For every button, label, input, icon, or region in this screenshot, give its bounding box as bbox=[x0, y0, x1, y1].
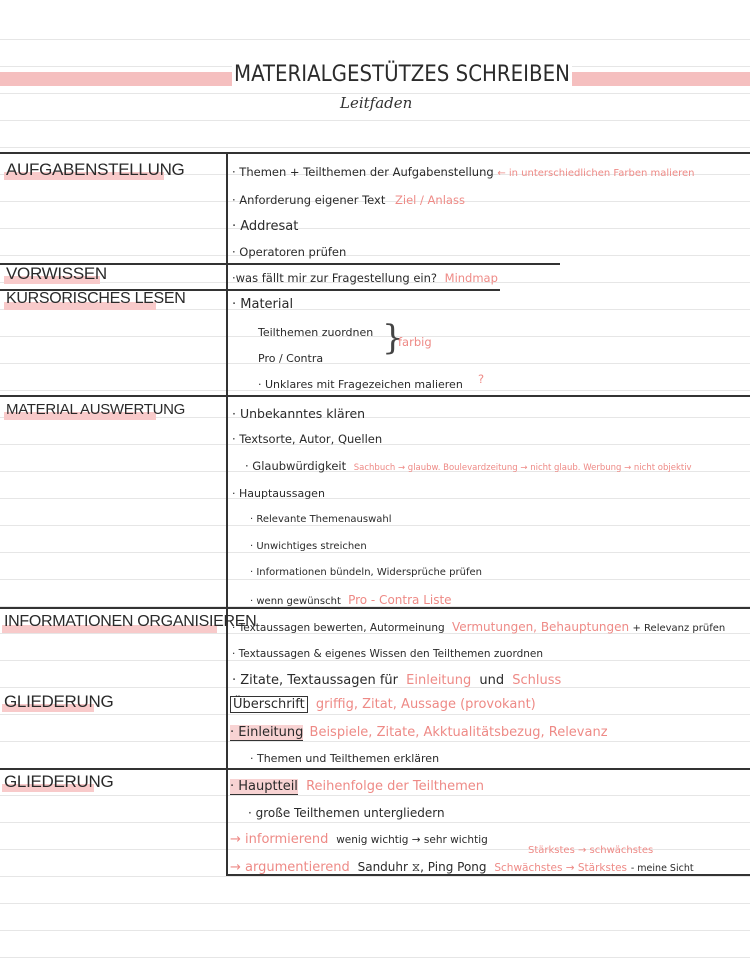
item-text: · Zitate, Textaussagen für bbox=[232, 673, 398, 688]
list-item bbox=[250, 593, 452, 607]
rule-gliederung bbox=[0, 768, 750, 770]
list-item: · Unbekanntes klären bbox=[232, 406, 366, 421]
item-note: Beispiele, Zitate, Akktualitätsbezug, Relevanz bbox=[309, 725, 608, 740]
item-text: - meine Sicht bbox=[630, 863, 694, 874]
rule-material bbox=[0, 395, 750, 397]
list-item bbox=[232, 620, 725, 634]
item-note: griffig, Zitat, Aussage (provokant) bbox=[315, 697, 536, 712]
list-item bbox=[230, 832, 488, 847]
item-note: farbig bbox=[398, 335, 432, 349]
list-item: · Hauptaussagen bbox=[232, 487, 325, 500]
item-note: → informierend bbox=[230, 832, 329, 847]
heading-informationen-organisieren: INFORMATIONEN ORGANISIEREN bbox=[4, 613, 257, 630]
list-item bbox=[232, 673, 561, 688]
item-note: ← in unterschiedlichen Farben malieren bbox=[497, 168, 695, 179]
item-note: Einleitung bbox=[406, 673, 472, 688]
rule-info bbox=[0, 607, 750, 609]
item-note: Reihenfolge der Teilthemen bbox=[306, 779, 485, 794]
rule-top bbox=[0, 152, 750, 154]
list-item: · Themen und Teilthemen erklären bbox=[250, 752, 440, 765]
heading-gliederung-1: GLIEDERUNG bbox=[4, 692, 114, 711]
item-note: Stärkstes → schwächstes bbox=[528, 845, 654, 856]
heading-gliederung-2: GLIEDERUNG bbox=[4, 772, 114, 791]
list-item bbox=[245, 459, 692, 473]
list-item: · Unwichtiges streichen bbox=[250, 541, 367, 552]
item-text: · Glaubwürdigkeit bbox=[245, 459, 347, 473]
brace-symbol: } bbox=[382, 318, 404, 358]
item-note: Mindmap bbox=[444, 271, 498, 285]
item-text: + Relevanz prüfen bbox=[632, 623, 726, 634]
list-item bbox=[230, 725, 608, 740]
list-item bbox=[232, 193, 465, 207]
item-text: Sanduhr ⧖, Ping Pong bbox=[357, 860, 487, 874]
item-text: Überschrift bbox=[230, 696, 308, 713]
list-item bbox=[230, 860, 694, 875]
page-subtitle: Leitfaden bbox=[340, 94, 413, 112]
item-text: ·was fällt mir zur Fragestellung ein? bbox=[232, 271, 437, 285]
item-note: → argumentierend bbox=[230, 860, 350, 875]
item-text: wenig wichtig → sehr wichtig bbox=[336, 834, 488, 846]
item-text: · Themen + Teilthemen der Aufgabenstellung bbox=[232, 165, 494, 179]
title-highlight-left bbox=[0, 72, 232, 86]
list-item: · Addresat bbox=[232, 219, 299, 234]
item-note: Ziel / Anlass bbox=[395, 193, 465, 207]
heading-vorwissen: VORWISSEN bbox=[6, 264, 107, 283]
list-item bbox=[232, 165, 694, 179]
heading-material-auswertung: MATERIAL AUSWERTUNG bbox=[6, 401, 186, 418]
list-item: · Textaussagen & eigenes Wissen den Teilthemen zuordnen bbox=[232, 648, 544, 660]
list-item: · Operatoren prüfen bbox=[232, 245, 347, 259]
column-divider bbox=[226, 152, 228, 874]
item-text: · Anforderung eigener Text bbox=[232, 193, 386, 207]
item-note: Schluss bbox=[512, 673, 562, 688]
list-item: · Material bbox=[232, 297, 294, 312]
question-mark: ? bbox=[478, 372, 485, 386]
list-item: · Informationen bündeln, Widersprüche prüfen bbox=[250, 567, 482, 578]
heading-aufgabenstellung: AUFGABENSTELLUNG bbox=[6, 160, 185, 179]
list-item: · Unklares mit Fragezeichen malieren bbox=[258, 378, 463, 391]
item-text: · Hauptteil bbox=[230, 779, 298, 794]
list-item: · Textsorte, Autor, Quellen bbox=[232, 432, 383, 446]
list-item bbox=[230, 779, 484, 794]
item-text: und bbox=[479, 673, 505, 688]
list-item: · Relevante Themenauswahl bbox=[250, 514, 392, 525]
list-item: Pro / Contra bbox=[258, 352, 324, 365]
item-text: · Textaussagen bewerten, Autormeinung bbox=[232, 622, 445, 634]
heading-kursorisches-lesen: KURSORISCHES LESEN bbox=[6, 290, 186, 307]
list-item bbox=[230, 697, 536, 712]
list-item: Teilthemen zuordnen bbox=[258, 326, 374, 339]
item-note: Vermutungen, Behauptungen bbox=[451, 620, 630, 634]
item-text: · Einleitung bbox=[230, 725, 304, 740]
item-note: Pro - Contra Liste bbox=[348, 593, 452, 607]
item-text: · wenn gewünscht bbox=[250, 596, 341, 607]
list-item: · große Teilthemen untergliedern bbox=[248, 806, 445, 820]
item-note: Sachbuch → glaubw. Boulevardzeitung → nicht glaub. Werbung → nicht objektiv bbox=[353, 463, 692, 473]
list-item bbox=[232, 271, 498, 285]
item-note: Schwächstes → Stärkstes bbox=[494, 862, 628, 874]
page-title: MATERIALGESTÜTZES SCHREIBEN bbox=[234, 62, 570, 87]
